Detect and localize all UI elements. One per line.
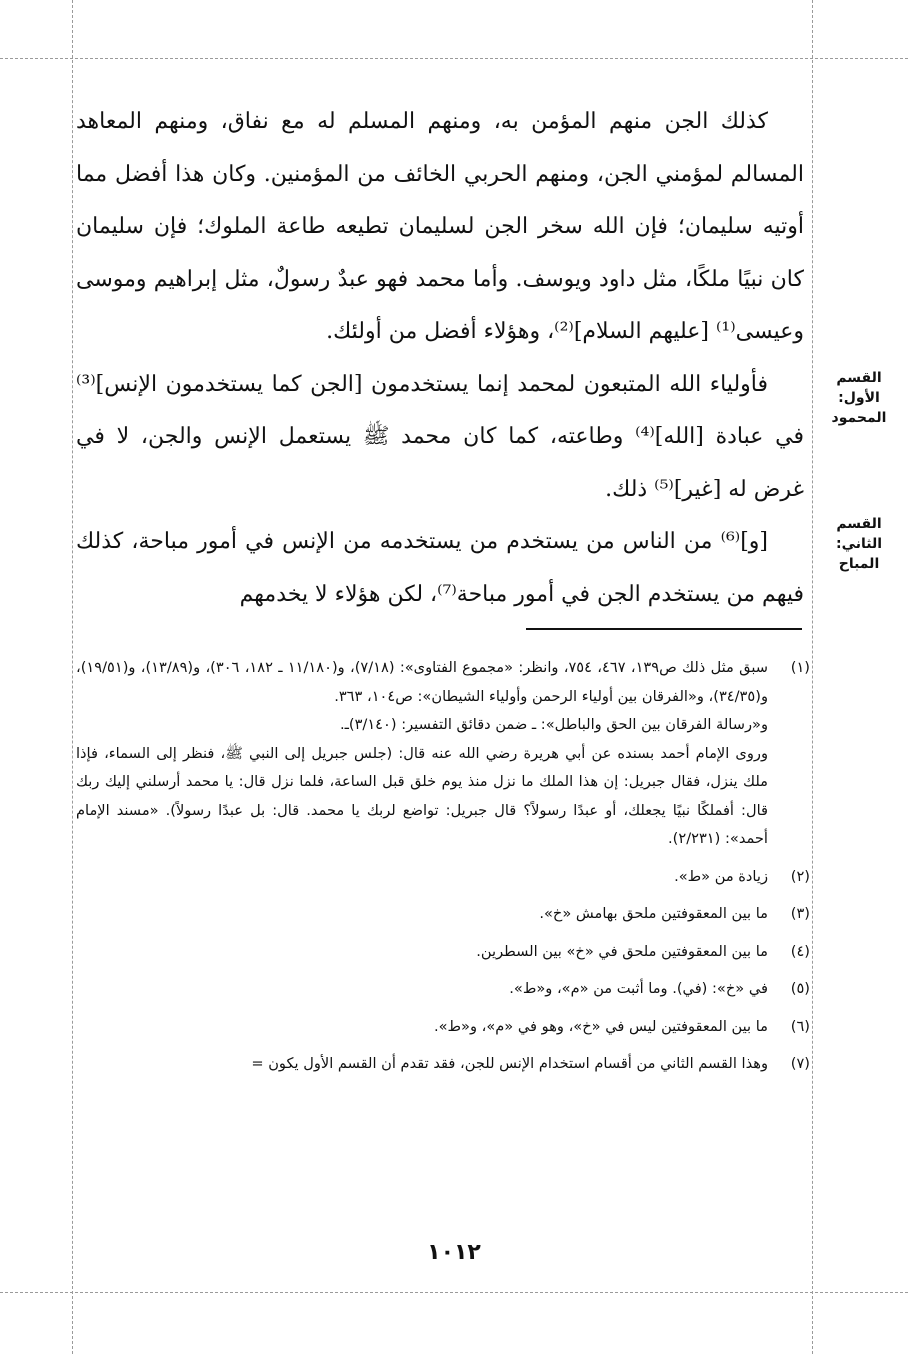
footnote-item xyxy=(76,900,810,929)
guide-line-left xyxy=(72,0,73,1354)
guide-line-bottom xyxy=(0,1292,908,1293)
footnote-number: (٣) xyxy=(790,905,810,922)
footnote-text xyxy=(76,938,768,967)
footnote-number: (٤) xyxy=(790,942,810,960)
footnote-text xyxy=(76,654,768,854)
footnote-text xyxy=(76,1050,768,1079)
body-paragraph: [و]⁽⁶⁾ من الناس من يستخدم من يستخدمه من الإنس في أمور مباحة، كذلك فيهم من يستخدم الجن في أمور مباحة⁽⁷⁾، لكن هؤلاء لا يخدمهم xyxy=(76,529,804,607)
footnote-paragraph: في «خ»: (في). وما أثبت من «م»، و«ط». xyxy=(509,980,768,997)
main-text xyxy=(76,96,804,621)
side-note-subtitle: المباح xyxy=(838,556,880,572)
footnote-paragraph: وروى الإمام أحمد بسنده عن أبي هريرة رضي الله عنه قال: (جلس جبريل إلى النبي ﷺ، فنظر إلى السماء، فإذا ملك ينزل، فقال جبريل: إن هذا الملك ما نزل منذ يوم خلق قبل الساعة، فلما نزل قال: يا محمد أرسلني إليك ربك قال: أفملكًا نبيًا يجعلك، أو عبدًا رسولاً؟ قال جبريل: تواضع لربك يا محمد. قال: بل عبدًا رسولاً). «مسند الإمام أحمد»: (٢/٢٣١). xyxy=(76,744,768,847)
guide-line-right xyxy=(812,0,813,1354)
footnote-item xyxy=(76,975,810,1004)
footnote-text xyxy=(76,863,768,892)
guide-line-top xyxy=(0,58,908,59)
footnote-paragraph: سبق مثل ذلك ص١٣٩، ٤٦٧، ٧٥٤، وانظر: «مجموع الفتاوى»: (٧/١٨)، و(١١/١٨٠ ـ ١٨٢، ٣٠٦)، و(١٣/٨٩)، و(١٩/٥١)، و(٣٤/٣٥)، و«الفرقان بين أولياء الرحمن وأولياء الشيطان»: ص١٠٤، ٣٦٣. xyxy=(76,659,768,705)
footnote-paragraph: زيادة من «ط». xyxy=(674,867,768,885)
footnote-item xyxy=(76,1050,810,1079)
body-paragraph: كذلك الجن منهم المؤمن به، ومنهم المسلم له مع نفاق، ومنهم المعاهد المسالم لمؤمني الجن، ومنهم الحربي الخائف من المؤمنين. وكان هذا أفضل مما أوتيه سليمان؛ فإن الله سخر الجن لسليمان تطيعه طاعة الملوك؛ فإن سليمان كان نبيًا ملكًا، مثل داود ويوسف. وأما محمد فهو عبدٌ رسولٌ، مثل إبراهيم وموسى وعيسى⁽¹⁾ [عليهم السلام]⁽²⁾، وهؤلاء أفضل من أولئك. xyxy=(76,109,805,344)
footnote-text xyxy=(76,900,768,929)
footnotes xyxy=(76,654,810,1088)
side-note-subtitle: المحمود xyxy=(831,410,887,426)
footnote-text xyxy=(76,1013,768,1042)
side-note-first-section xyxy=(816,368,902,428)
side-note-second-section xyxy=(816,514,902,574)
footnote-number: (٦) xyxy=(790,1017,810,1035)
footnote-paragraph: ما بين المعقوفتين ملحق في «خ» بين السطرين. xyxy=(476,942,768,960)
footnote-paragraph: ما بين المعقوفتين ملحق بهامش «خ». xyxy=(539,905,768,922)
footnote-paragraph: ما بين المعقوفتين ليس في «خ»، وهو في «م»، و«ط». xyxy=(433,1017,768,1035)
page-number: ١٠١٢ xyxy=(427,1240,481,1265)
footnote-paragraph: و«رسالة الفرقان بين الحق والباطل»: ـ ضمن دقائق التفسير: (٣/١٤٠)ـ. xyxy=(339,716,768,733)
body-paragraph: فأولياء الله المتبعون لمحمد إنما يستخدمون [الجن كما يستخدمون الإنس]⁽³⁾ في عبادة [الله]⁽⁴⁾ وطاعته، كما كان محمد ﷺ يستعمل الإنس والجن، لا في غرض له [غير]⁽⁵⁾ ذلك. xyxy=(76,371,804,502)
footnote-number: (١) xyxy=(790,659,810,676)
footnote-number: (٢) xyxy=(790,867,810,885)
footnote-number: (٥) xyxy=(790,980,810,997)
footnote-separator xyxy=(526,628,802,630)
side-note-title: القسم الثاني: xyxy=(835,516,883,552)
footnote-item xyxy=(76,863,810,892)
side-note-title: القسم الأول: xyxy=(836,370,882,406)
footnote-number: (٧) xyxy=(790,1055,810,1072)
footnote-item xyxy=(76,1013,810,1042)
footnote-paragraph: وهذا القسم الثاني من أقسام استخدام الإنس للجن، فقد تقدم أن القسم الأول يكون = xyxy=(251,1055,768,1072)
footnote-item xyxy=(76,938,810,967)
footnote-item xyxy=(76,654,810,854)
footnote-text xyxy=(76,975,768,1004)
